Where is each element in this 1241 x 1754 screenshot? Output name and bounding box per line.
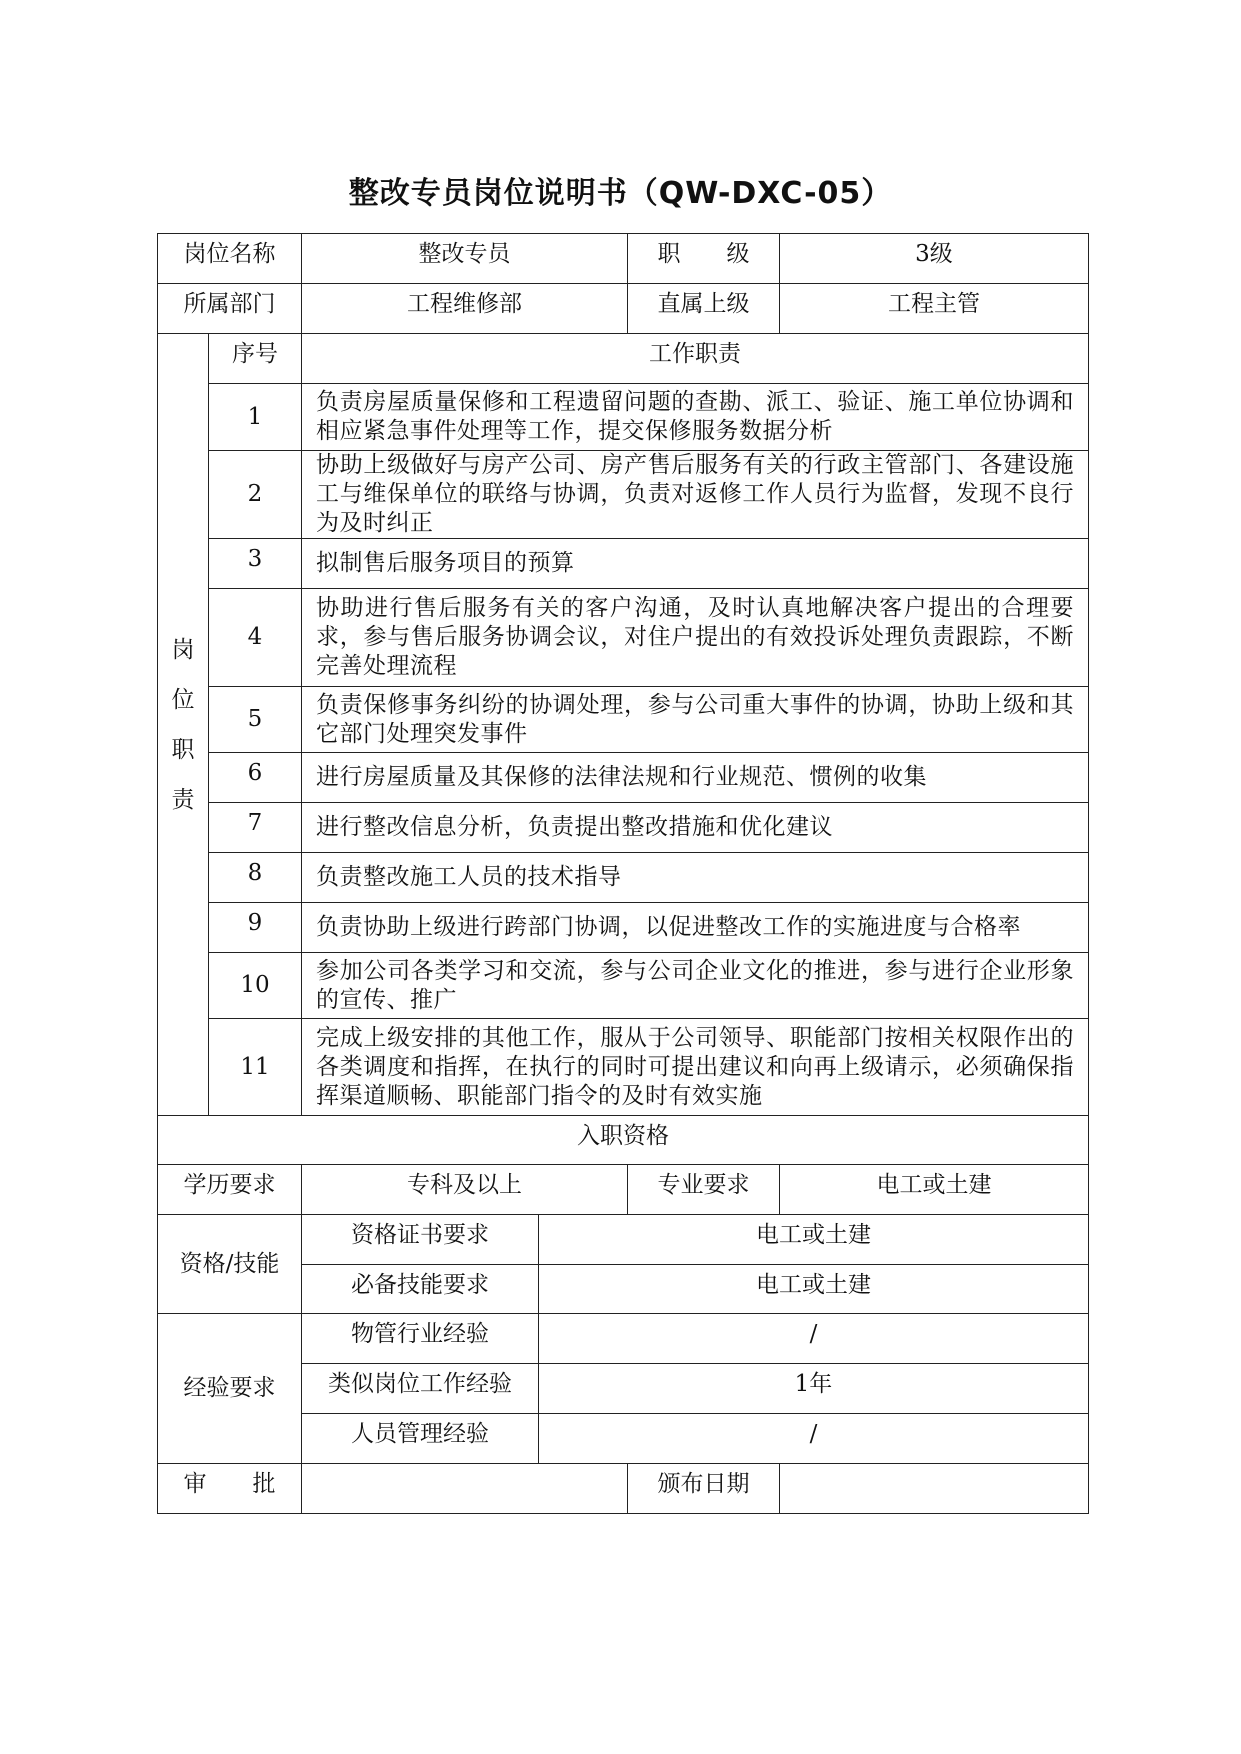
skills-label: 资格/技能: [158, 1215, 302, 1314]
duty-row: [158, 539, 1089, 589]
approval-label: 审 批: [158, 1464, 302, 1514]
duty-row: [158, 953, 1089, 1019]
duty-number: 4: [209, 589, 302, 687]
required-skill-value: 电工或土建: [539, 1265, 1089, 1314]
duty-row: [158, 687, 1089, 753]
certificate-value: 电工或土建: [539, 1215, 1089, 1265]
release-date-value: [780, 1464, 1089, 1514]
duty-row: [158, 451, 1089, 539]
duty-text: 参加公司各类学习和交流，参与公司企业文化的推进，参与进行企业形象的宣传、推广: [302, 953, 1089, 1019]
duty-text: 负责整改施工人员的技术指导: [302, 853, 1089, 903]
supervisor-value: 工程主管: [780, 284, 1089, 334]
duty-number: 9: [209, 903, 302, 953]
position-name-value: 整改专员: [302, 234, 628, 284]
duty-row: [158, 903, 1089, 953]
certificate-label: 资格证书要求: [302, 1215, 539, 1265]
similar-experience-value: 1年: [539, 1364, 1089, 1414]
duty-index-header: 序号: [209, 334, 302, 384]
education-label: 学历要求: [158, 1165, 302, 1215]
duty-number: 5: [209, 687, 302, 753]
experience-label: 经验要求: [158, 1314, 302, 1464]
level-value: 3级: [780, 234, 1089, 284]
duty-text: 负责协助上级进行跨部门协调，以促进整改工作的实施进度与合格率: [302, 903, 1089, 953]
duty-number: 7: [209, 803, 302, 853]
duty-number: 6: [209, 753, 302, 803]
duty-row: [158, 853, 1089, 903]
duty-text: 完成上级安排的其他工作，服从于公司领导、职能部门按相关权限作出的各类调度和指挥，在执行的同时可提出建议和向再上级请示，必须确保指挥渠道顺畅、职能部门指令的及时有效实施: [302, 1019, 1089, 1116]
release-date-label: 颁布日期: [628, 1464, 780, 1514]
supervisor-label: 直属上级: [628, 284, 780, 334]
level-label: 职 级: [628, 234, 780, 284]
duty-row: [158, 753, 1089, 803]
duty-text: 负责房屋质量保修和工程遗留问题的查勘、派工、验证、施工单位协调和相应紧急事件处理等工作，提交保修服务数据分析: [302, 384, 1089, 451]
education-value: 专科及以上: [302, 1165, 628, 1215]
industry-experience-label: 物管行业经验: [302, 1314, 539, 1364]
department-value: 工程维修部: [302, 284, 628, 334]
approval-value: [302, 1464, 628, 1514]
duties-section-label: [158, 334, 209, 1116]
duty-number: 1: [209, 384, 302, 451]
duty-row: [158, 803, 1089, 853]
major-label: 专业要求: [628, 1165, 780, 1215]
duty-row: [158, 384, 1089, 451]
duty-number: 8: [209, 853, 302, 903]
duties-section-label-text: 岗 位 职 责: [171, 636, 195, 813]
duty-number: 11: [209, 1019, 302, 1116]
required-skill-label: 必备技能要求: [302, 1265, 539, 1314]
job-description-table: [157, 233, 1089, 1514]
duty-row: [158, 589, 1089, 687]
duty-number: 3: [209, 539, 302, 589]
duty-content-header: 工作职责: [302, 334, 1089, 384]
management-experience-label: 人员管理经验: [302, 1414, 539, 1464]
duty-text: 拟制售后服务项目的预算: [302, 539, 1089, 589]
position-name-label: 岗位名称: [158, 234, 302, 284]
duty-text: 协助上级做好与房产公司、房产售后服务有关的行政主管部门、各建设施工与维保单位的联络与协调，负责对返修工作人员行为监督，发现不良行为及时纠正: [302, 451, 1089, 539]
document-title: 整改专员岗位说明书（QW-DXC-05）: [348, 176, 893, 211]
duty-number: 10: [209, 953, 302, 1019]
duty-row: [158, 1019, 1089, 1116]
duty-text: 进行整改信息分析，负责提出整改措施和优化建议: [302, 803, 1089, 853]
management-experience-value: /: [539, 1414, 1089, 1464]
qualifications-section-title: 入职资格: [158, 1116, 1089, 1165]
industry-experience-value: /: [539, 1314, 1089, 1364]
duty-text: 协助进行售后服务有关的客户沟通，及时认真地解决客户提出的合理要求，参与售后服务协调会议，对住户提出的有效投诉处理负责跟踪，不断完善处理流程: [302, 589, 1089, 687]
duty-text: 负责保修事务纠纷的协调处理，参与公司重大事件的协调，协助上级和其它部门处理突发事件: [302, 687, 1089, 753]
major-value: 电工或土建: [780, 1165, 1089, 1215]
department-label: 所属部门: [158, 284, 302, 334]
duty-text: 进行房屋质量及其保修的法律法规和行业规范、惯例的收集: [302, 753, 1089, 803]
duty-number: 2: [209, 451, 302, 539]
similar-experience-label: 类似岗位工作经验: [302, 1364, 539, 1414]
